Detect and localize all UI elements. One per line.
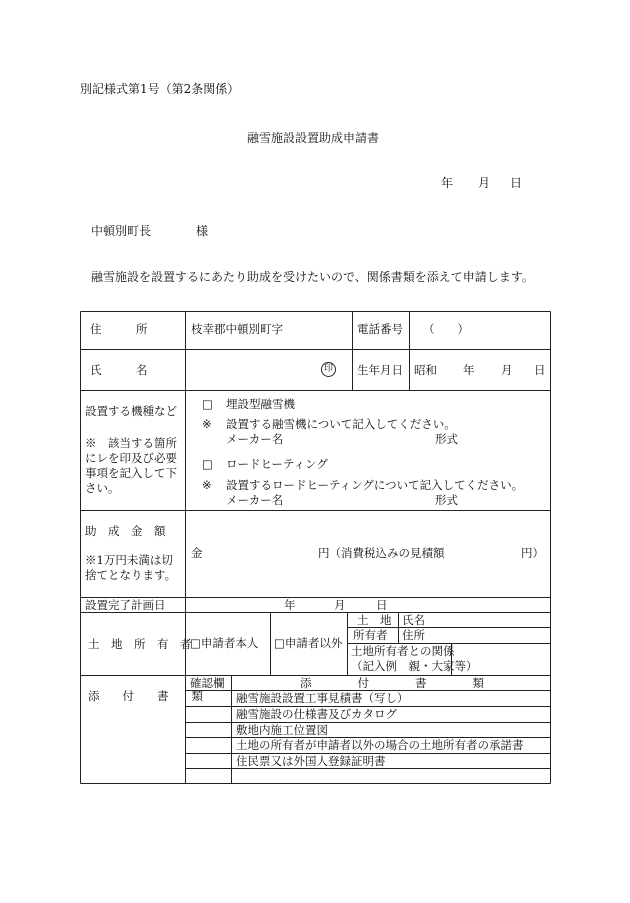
document-item: 土地の所有者が申請者以外の場合の土地所有者の承諾書 (236, 738, 524, 752)
owner-relation-label: 土地所有者との関係 (351, 644, 455, 658)
device-note-line-3: 事項を記入して下 (85, 466, 177, 480)
dob-year: 年 (463, 363, 475, 377)
option-buried-model-label: 形式 (435, 432, 458, 446)
document-item: 住民票又は外国人登録証明書 (236, 754, 386, 768)
option-road-heating-label: ロードヒーティング (226, 457, 328, 471)
option-road-heating-model-label: 形式 (435, 493, 458, 507)
option-buried-note: 設置する融雪機について記入してください。 (226, 417, 456, 431)
date-day-label: 日 (510, 176, 523, 190)
option-road-heating-note-mark: ※ (202, 478, 212, 492)
recipient-honorific: 様 (196, 224, 209, 238)
owner-address-label: 住所 (402, 628, 425, 642)
form-title: 融雪施設設置助成申請書 (247, 131, 380, 145)
land-owner-label-2: 所有者 (353, 628, 388, 642)
owner-relation-example: （記入例 親・大家等） (351, 659, 478, 673)
recipient: 中頓別町長 (91, 224, 152, 238)
address-prefix: 枝幸郡中頓別町字 (191, 322, 283, 336)
phone-parentheses: （ ） (423, 322, 469, 336)
dob-month: 月 (501, 363, 513, 377)
document-item: 融雪施設設置工事見積書（写し） (236, 691, 409, 705)
option-buried-label: 埋設型融雪機 (226, 397, 295, 411)
completion-label: 設置完了計画日 (85, 598, 166, 612)
attachments-label: 添 付 書 類 (88, 689, 203, 703)
option-road-heating-checkbox[interactable]: □ (202, 457, 213, 471)
date-year-label: 年 (441, 176, 454, 190)
option-buried-maker-label: メーカー名 (226, 432, 284, 446)
confirm-column-header: 確認欄 (190, 676, 225, 690)
device-note-line-1: ※ 該当する箇所 (85, 436, 177, 450)
dob-day: 日 (534, 363, 546, 377)
document-item: 融雪施設の仕様書及びカタログ (236, 707, 397, 721)
grant-estimate-end: 円） (521, 546, 544, 560)
attachments-column-header: 添 付 書 類 (300, 676, 484, 690)
grant-note-line-2: 捨てとなります。 (85, 568, 177, 582)
option-buried-checkbox[interactable]: □ (202, 397, 213, 411)
option-buried-note-mark: ※ (202, 417, 212, 431)
dob-era: 昭和 (414, 363, 437, 377)
completion-year: 年 (284, 598, 296, 612)
date-month-label: 月 (478, 176, 491, 190)
grant-note-line-1: ※1万円未満は切 (85, 553, 173, 567)
completion-day: 日 (376, 598, 388, 612)
owner-name-label: 氏名 (402, 613, 425, 627)
document-item: 敷地内施工位置図 (236, 723, 328, 737)
application-form-table (80, 311, 551, 784)
landowner-label: 土 地 所 有 者 (88, 637, 192, 651)
owner-self-checkbox[interactable]: □申請者本人 (190, 636, 259, 650)
dob-label: 生年月日 (357, 363, 403, 377)
land-owner-label-1: 土 地 (357, 613, 392, 627)
device-label: 設置する機種など (85, 404, 177, 418)
address-label: 住 所 (90, 322, 148, 336)
name-label: 氏 名 (90, 363, 148, 377)
seal-mark: 印 (321, 362, 336, 377)
phone-label: 電話番号 (357, 322, 403, 336)
grant-kin: 金 (191, 546, 203, 560)
form-number: 別記様式第1号（第2条関係） (80, 82, 240, 96)
device-note-line-4: さい。 (85, 481, 120, 495)
device-note-line-2: にレを印及び必要 (85, 451, 177, 465)
grant-label: 助 成 金 額 (85, 524, 166, 538)
owner-other-checkbox[interactable]: □申請者以外 (274, 636, 343, 650)
grant-estimate-label: 円（消費税込みの見積額 (318, 546, 445, 560)
option-road-heating-note: 設置するロードヒーティングについて記入してください。 (226, 478, 524, 492)
option-road-heating-maker-label: メーカー名 (226, 493, 284, 507)
application-statement: 融雪施設を設置するにあたり助成を受けたいので、関係書類を添えて申請します。 (91, 270, 534, 284)
completion-month: 月 (334, 598, 346, 612)
